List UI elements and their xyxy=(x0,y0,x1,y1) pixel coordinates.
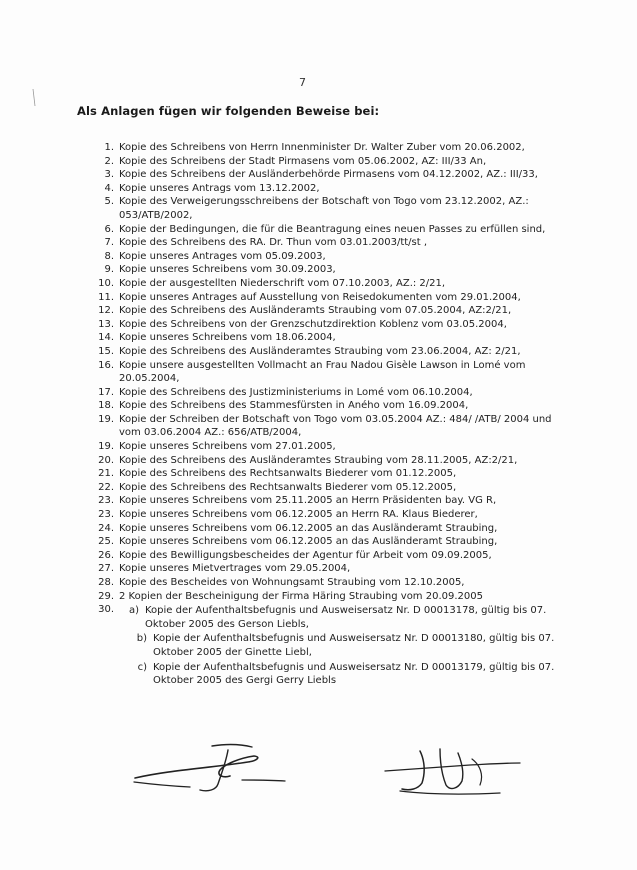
list-item xyxy=(92,195,562,222)
list-item-number: 20. xyxy=(98,454,114,466)
subitem-b xyxy=(127,632,562,659)
list-item-text: Kopie unsere ausgestellten Vollmacht an Frau Nadou Gisèle Lawson in Lomé vom 20.05.2004, xyxy=(119,359,526,385)
list-item xyxy=(92,359,562,386)
list-item xyxy=(92,141,562,155)
list-item xyxy=(92,331,562,345)
list-item-number: 22. xyxy=(98,481,114,493)
list-item xyxy=(92,522,562,536)
signature-right xyxy=(380,745,530,805)
list-item xyxy=(92,440,562,454)
list-item-text: Kopie des Schreibens des Stammesfürsten in Aného vom 16.09.2004, xyxy=(119,400,469,412)
list-item xyxy=(92,467,562,481)
list-item-text: Kopie des Schreibens des RA. Dr. Thun vom 03.01.2003/tt/st , xyxy=(119,237,428,249)
list-item-number: 7. xyxy=(104,237,114,249)
list-item-text: Kopie des Verweigerungsschreibens der Botschaft von Togo vom 23.12.2002, AZ.: 053/ATB/2002, xyxy=(119,196,529,221)
list-item-number: 24. xyxy=(98,522,114,534)
list-item-number: 18. xyxy=(98,400,114,412)
list-item-text: Kopie unseres Schreibens vom 06.12.2005 an das Ausländeramt Straubing, xyxy=(119,522,498,534)
list-item xyxy=(92,223,562,237)
list-item-number: 23. xyxy=(98,509,114,521)
list-item xyxy=(92,318,562,332)
list-item-number: 3. xyxy=(104,169,114,181)
margin-pen-mark xyxy=(30,88,38,108)
list-item-text: Kopie des Schreibens des Rechtsanwalts Biederer vom 05.12.2005, xyxy=(119,481,457,493)
list-item-text: Kopie unseres Schreibens vom 06.12.2005 an Herrn RA. Klaus Biederer, xyxy=(119,509,478,521)
enclosures-list xyxy=(92,141,562,688)
list-item xyxy=(92,304,562,318)
list-item-text: Kopie der Bedingungen, die für die Beantragung eines neuen Passes zu erfüllen sind, xyxy=(119,223,546,235)
signature-left xyxy=(130,740,300,800)
list-item xyxy=(92,399,562,413)
subitem-text: Kopie der Aufenthaltsbefugnis und Ausweisersatz Nr. D 00013180, gültig bis 07. Oktober 2005 der Ginette Liebl, xyxy=(153,633,555,658)
list-item-number: 12. xyxy=(98,305,114,317)
list-item-number: 19. xyxy=(98,413,114,425)
list-item-30 xyxy=(92,603,562,688)
list-item-text: Kopie unseres Schreibens vom 27.01.2005, xyxy=(119,441,336,453)
list-item-text: Kopie der Schreiben der Botschaft von Togo vom 03.05.2004 AZ.: 484/ /ATB/ 2004 und vom 03.06.2004 AZ.: 656/ATB/2004, xyxy=(119,413,552,439)
list-item-text: Kopie des Schreibens von Herrn Innenminister Dr. Walter Zuber vom 20.06.2002, xyxy=(119,142,525,153)
list-item-number: 17. xyxy=(98,386,114,398)
list-item xyxy=(92,263,562,277)
list-item-text: 2 Kopien der Bescheinigung der Firma Häring Straubing vom 20.09.2005 xyxy=(119,590,483,602)
list-item-text: Kopie unseres Schreibens vom 06.12.2005 an das Ausländeramt Straubing, xyxy=(119,536,498,548)
list-item-text: Kopie des Schreibens des Ausländeramtes Straubing vom 28.11.2005, AZ:2/21, xyxy=(119,454,518,466)
list-item-text: Kopie des Schreibens von der Grenzschutzdirektion Koblenz vom 03.05.2004, xyxy=(119,318,507,330)
list-item-number: 25. xyxy=(98,536,114,548)
list-item xyxy=(92,481,562,495)
list-item-number: 2. xyxy=(104,155,114,167)
list-item-number: 10. xyxy=(98,277,114,289)
list-item xyxy=(92,535,562,549)
list-item xyxy=(92,277,562,291)
subitem-text: Kopie der Aufenthaltsbefugnis und Ausweisersatz Nr. D 00013178, gültig bis 07. Oktober 2005 des Gerson Liebls, xyxy=(145,605,547,630)
list-item xyxy=(92,250,562,264)
list-item-text: Kopie des Schreibens des Rechtsanwalts Biederer vom 01.12.2005, xyxy=(119,468,457,480)
list-item-text: Kopie unseres Antrags vom 13.12.2002, xyxy=(119,182,320,194)
list-item xyxy=(92,413,562,440)
list-item xyxy=(92,508,562,522)
subitem-c xyxy=(127,661,562,688)
list-item xyxy=(92,562,562,576)
list-item xyxy=(92,236,562,250)
list-item-number: 29. xyxy=(98,590,114,602)
list-item-text: Kopie des Schreibens des Ausländeramtes Straubing vom 23.06.2004, AZ: 2/21, xyxy=(119,345,521,357)
list-item-number: 30. xyxy=(98,604,114,616)
list-item-number: 26. xyxy=(98,549,114,561)
list-item-number: 4. xyxy=(104,182,114,194)
list-item-text: Kopie unseres Schreibens vom 30.09.2003, xyxy=(119,264,336,276)
list-item-text: Kopie unseres Antrages vom 05.09.2003, xyxy=(119,250,326,262)
list-item-text: Kopie des Bewilligungsbescheides der Agentur für Arbeit vom 09.09.2005, xyxy=(119,549,492,561)
list-item-number: 6. xyxy=(104,223,114,235)
list-item-number: 13. xyxy=(98,318,114,330)
enclosures-heading: Als Anlagen fügen wir folgenden Beweise bei: xyxy=(77,104,380,118)
list-item xyxy=(92,291,562,305)
list-item-text: Kopie des Schreibens des Ausländeramts Straubing vom 07.05.2004, AZ:2/21, xyxy=(119,305,512,317)
list-item-number: 14. xyxy=(98,332,114,344)
list-item-text: Kopie unseres Antrages auf Ausstellung von Reisedokumenten vom 29.01.2004, xyxy=(119,291,521,303)
list-item-number: 28. xyxy=(98,577,114,588)
list-item-number: 21. xyxy=(98,468,114,480)
list-item-number: 9. xyxy=(104,264,114,276)
list-item-number: 11. xyxy=(98,291,114,303)
list-item xyxy=(92,549,562,563)
list-item-number: 1. xyxy=(104,142,114,153)
list-item xyxy=(92,168,562,182)
list-item-text: Kopie der ausgestellten Niederschrift vom 07.10.2003, AZ.: 2/21, xyxy=(119,277,446,289)
list-item-text: Kopie unseres Schreibens vom 25.11.2005 an Herrn Präsidenten bay. VG R, xyxy=(119,495,497,507)
list-item xyxy=(92,590,562,604)
list-item-number: 19. xyxy=(98,441,114,453)
subitem-text: Kopie der Aufenthaltsbefugnis und Ausweisersatz Nr. D 00013179, gültig bis 07. Oktober 2005 des Gergi Gerry Liebls xyxy=(153,661,555,687)
list-item xyxy=(92,494,562,508)
list-item-text: Kopie des Schreibens der Stadt Pirmasens vom 05.06.2002, AZ: III/33 An, xyxy=(119,155,487,167)
list-item xyxy=(92,576,562,590)
list-item-text: Kopie des Schreibens der Ausländerbehörde Pirmasens vom 04.12.2002, AZ.: III/33, xyxy=(119,169,538,181)
list-item xyxy=(92,182,562,196)
subitem-label: a) xyxy=(128,605,139,617)
list-item-number: 8. xyxy=(104,250,114,262)
subitem-label: b) xyxy=(136,633,147,645)
list-item-number: 5. xyxy=(104,196,114,208)
list-item-number: 23. xyxy=(98,495,114,507)
list-item xyxy=(92,345,562,359)
list-item-number: 27. xyxy=(98,563,114,575)
list-item xyxy=(92,155,562,169)
page-number: 7 xyxy=(299,76,306,89)
list-item-number: 16. xyxy=(98,359,114,371)
list-item-text: Kopie unseres Schreibens vom 18.06.2004, xyxy=(119,332,336,344)
list-item-number: 15. xyxy=(98,345,114,357)
list-item-text: Kopie unseres Mietvertrages vom 29.05.2004, xyxy=(119,563,351,575)
subitem-a xyxy=(119,604,562,631)
list-item-text: Kopie des Schreibens des Justizministeriums in Lomé vom 06.10.2004, xyxy=(119,386,473,398)
list-item xyxy=(92,386,562,400)
list-item xyxy=(92,454,562,468)
subitem-label: c) xyxy=(137,661,147,673)
list-item-text: Kopie des Bescheides von Wohnungsamt Straubing vom 12.10.2005, xyxy=(119,577,465,588)
